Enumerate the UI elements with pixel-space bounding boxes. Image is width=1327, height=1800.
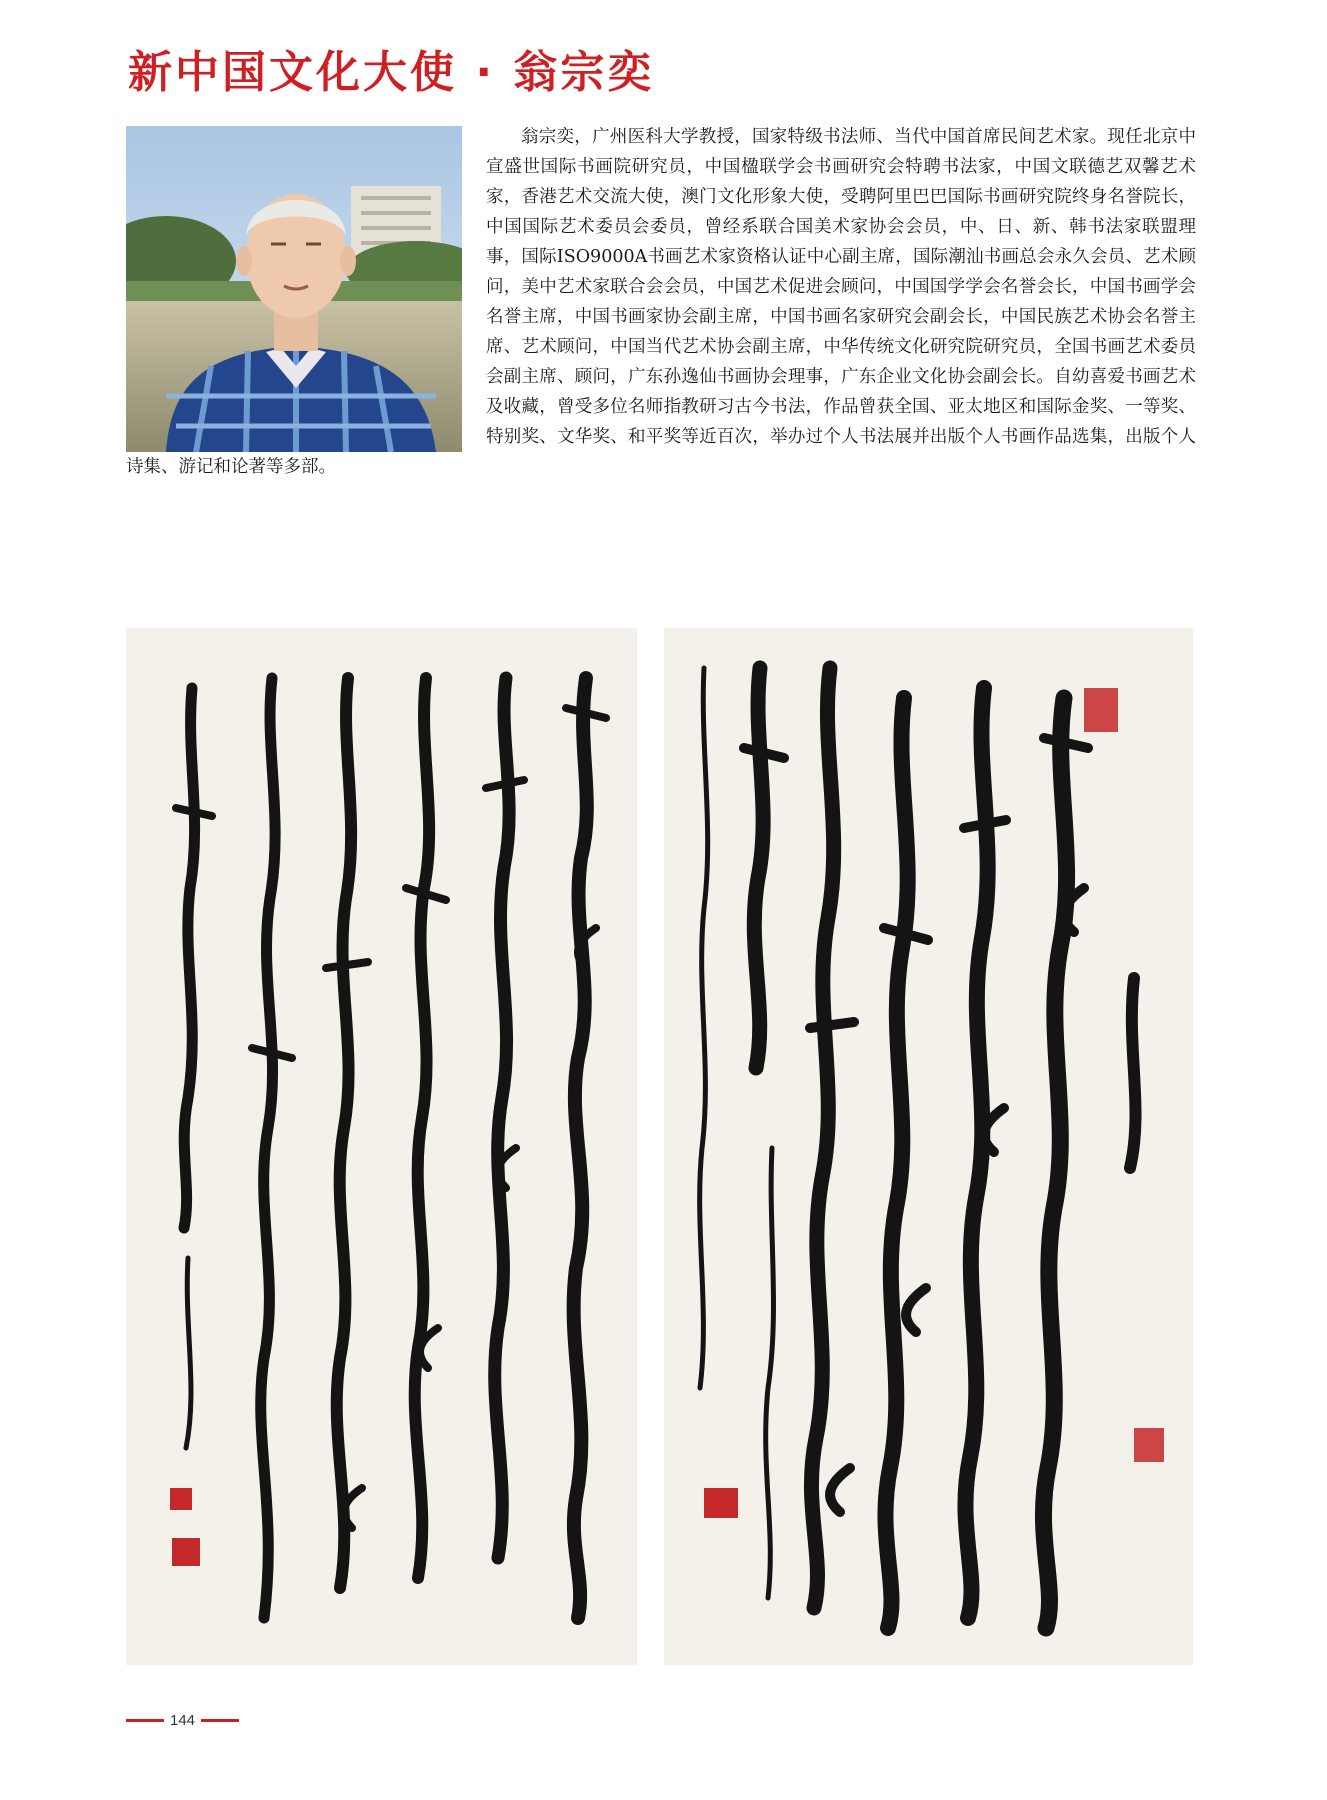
author-biography bbox=[126, 122, 1196, 482]
page-title: 新中国文化大使 · 翁宗奕 bbox=[128, 47, 655, 98]
footer-rule-left bbox=[126, 1719, 164, 1722]
calligraphy-artwork-right bbox=[664, 628, 1193, 1665]
bio-paragraph: 翁宗奕，广州医科大学教授，国家特级书法师、当代中国首席民间艺术家。现任北京中宣盛世国际书画院研究员，中国楹联学会书画研究会特聘书法家，中国文联德艺双馨艺术家，香港艺术交流大使，澳门文化形象大使，受聘阿里巴巴国际书画研究院终身名誉院长，中国国际艺术委员会委员，曾经系联合国美术家协会会员，中、日、新、韩书法家联盟理事，国际ISO9000A书画艺术家资格认证中心副主席，国际潮汕书画总会永久会员、艺术顾问，美中艺术家联合会会员，中国艺术促进会顾问，中国国学学会名誉会长，中国书画学会名誉主席，中国书画家协会副主席，中国书画名家研究会副会长，中国民族艺术协会名誉主席、艺术顾问，中国当代艺术协会副主席，中华传统文化研究院研究员，全国书画艺术委员会副主席、顾问，广东孙逸仙书画协会理事，广东企业文化协会副会长。自幼喜爱书画艺术及收藏，曾受多位名师指教研习古今书法，作品曾获全国、亚太地区和国际金奖、一等奖、特别奖、文华奖、和平奖等近百次，举办过个人书法展并出版个人书画作品选集，出版个人诗集、游记和论著等多部。 bbox=[126, 127, 1196, 477]
calligraphy-artwork-left bbox=[126, 628, 637, 1665]
page-footer bbox=[126, 1712, 239, 1729]
page-number: 144 bbox=[170, 1712, 196, 1729]
footer-rule-right bbox=[201, 1719, 239, 1722]
